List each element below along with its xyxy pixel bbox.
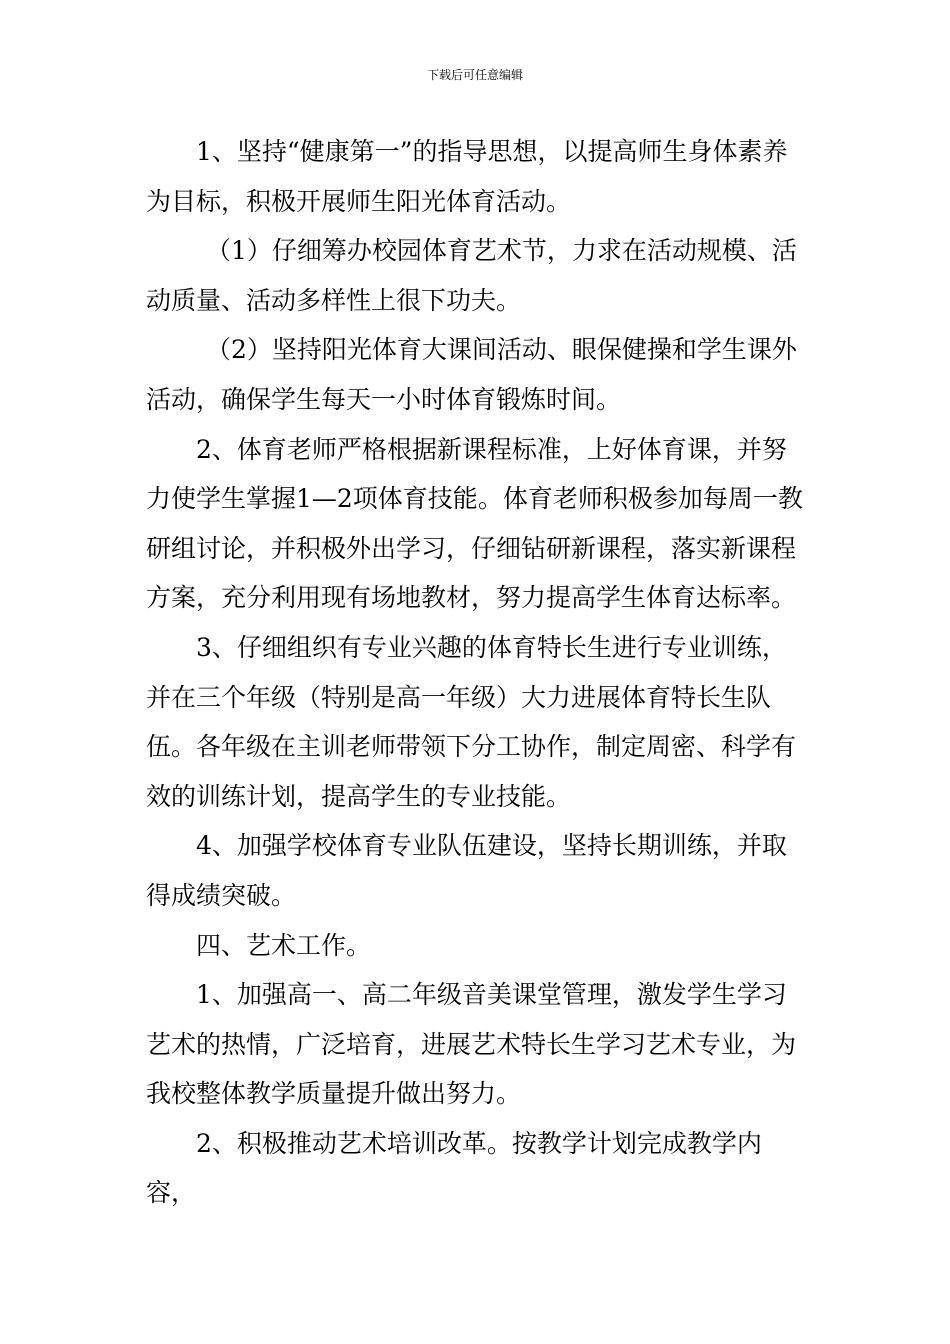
paragraph-music-art-classes: 1、加强高一、高二年级音美课堂管理，激发学生学习艺术的热情，广泛培育，进展艺术特长生学习艺术专业，为我校整体教学质量提升做出努力。 [146,980,797,1109]
paragraph-health-first: 1、坚持“健康第一”的指导思想，以提高师生身体素养为目标，积极开展师生阳光体育活动。 [146,137,788,216]
section-heading-art-work: 四、艺术工作。 [196,930,372,960]
paragraph-specialty-training: 3、仔细组织有专业兴趣的体育特长生进行专业训练，并在三个年级（特别是高一年级）大力进展体育特长生队伍。各年级在主训老师带领下分工协作，制定周密、科学有效的训练计划，提高学生的专业技能。 [146,632,797,811]
paragraph-pe-teachers: 2、体育老师严格根据新课程标准，上好体育课，并努力使学生掌握1—2项体育技能。体育老师积极参加每周一教研组讨论，并积极外出学习，仔细钻研新课程，落实新课程方案，充分利用现有场地教材，努力提高学生体育达标率。 [146,434,803,613]
paragraph-art-training-reform: 2、积极推动艺术培训改革。按教学计划完成教学内容， [146,1128,762,1208]
header-note: 下载后可任意编辑 [426,68,523,82]
paragraph-sports-art-festival: （1）仔细筹办校园体育艺术节，力求在活动规模、活动质量、活动多样性上很下功夫。 [146,236,797,315]
document-body [146,127,810,1218]
paragraph-sunshine-sports: （2）坚持阳光体育大课间活动、眼保健操和学生课外活动，确保学生每天一小时体育锻炼时间。 [146,335,797,414]
paragraph-team-building: 4、加强学校体育专业队伍建设，坚持长期训练，并取得成绩突破。 [146,831,787,910]
